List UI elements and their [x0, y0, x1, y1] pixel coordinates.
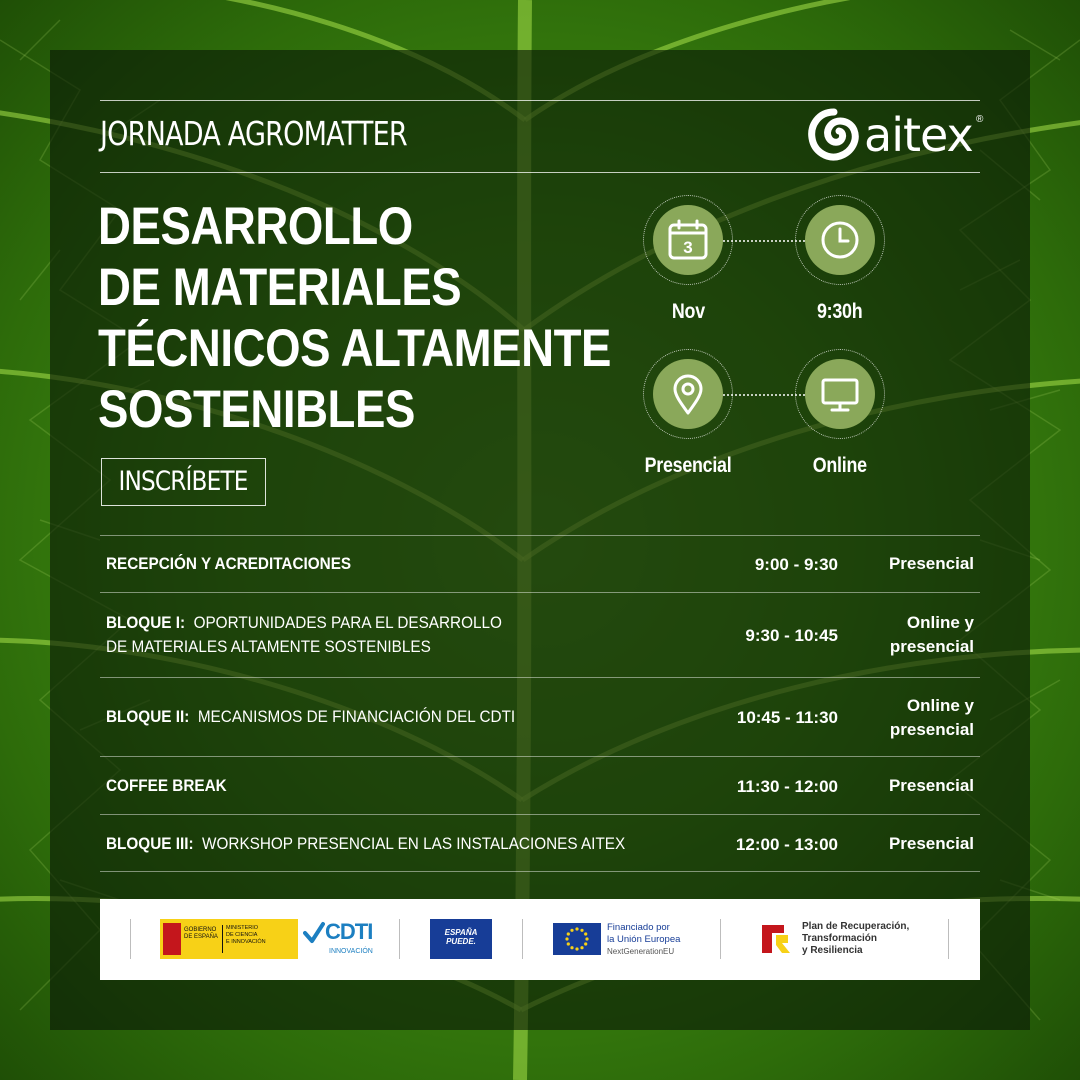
ministry-text: MINISTERIO DE CIENCIA E INNOVACIÓN [226, 925, 266, 945]
agenda-row [100, 536, 980, 592]
agenda-title: BLOQUE I: OPORTUNIDADES PARA EL DESARROLLO DE MATERIALES ALTAMENTE SOSTENIBLES [106, 613, 502, 656]
aitex-logo [806, 108, 986, 164]
title-line: SOSTENIBLES [98, 380, 415, 439]
agenda-time: 12:00 - 13:00 [735, 835, 838, 854]
mode-label: Online [812, 454, 867, 477]
agenda-row [100, 678, 980, 756]
agenda-mode: Online y presencial [889, 696, 974, 739]
agenda-title: BLOQUE III: WORKSHOP PRESENCIAL EN LAS INSTALACIONES AITEX [106, 834, 626, 853]
time-badge [805, 205, 875, 275]
calendar-icon [666, 218, 710, 262]
logo-text: aitex [864, 108, 973, 162]
government-logo [160, 919, 298, 959]
agenda-row [100, 757, 980, 814]
date-label: Nov [671, 300, 705, 323]
monitor-icon [818, 372, 862, 416]
dotted-connector [723, 394, 805, 396]
agenda-title: COFFEE BREAK [106, 776, 227, 795]
agenda-title: RECEPCIÓN Y ACREDITACIONES [106, 554, 352, 573]
footer-separator [522, 919, 523, 959]
footer-separator [948, 919, 949, 959]
clock-icon [818, 218, 862, 262]
prtr-logo-icon [758, 921, 796, 957]
espana-puede-logo [430, 919, 492, 959]
eu-text: Financiado por la Unión Europea NextGenerationEU [607, 922, 681, 956]
agenda-mode: Presencial [888, 554, 974, 573]
agenda-time: 10:45 - 11:30 [736, 708, 838, 727]
time-label: 9:30h [817, 300, 863, 323]
registered-mark: ® [976, 114, 984, 125]
espana-puede-text: ESPAÑA PUEDE. [444, 928, 478, 946]
prtr-text: Plan de Recuperación, Transformación y Resiliencia [802, 921, 910, 956]
event-label: JORNADA AGROMATTER [100, 114, 407, 153]
agenda-time: 11:30 - 12:00 [736, 777, 838, 796]
agenda-mode: Presencial [888, 834, 974, 853]
agenda-row [100, 815, 980, 871]
calendar-day: 3 [683, 238, 693, 257]
agenda-time: 9:00 - 9:30 [754, 555, 838, 574]
register-button[interactable] [101, 458, 266, 506]
footer-separator [720, 919, 721, 959]
cdti-sub: INNOVACIÓN [329, 948, 373, 955]
agenda-title: BLOQUE II: MECANISMOS DE FINANCIACIÓN DEL CDTI [106, 707, 516, 726]
page-title [98, 196, 612, 440]
eu-flag-icon [553, 923, 601, 955]
gov-text: GOBIERNO DE ESPAÑA [184, 927, 218, 940]
calendar-badge [653, 205, 723, 275]
title-line: DE MATERIALES [98, 258, 462, 317]
location-label: Presencial [644, 454, 732, 477]
title-line: DESARROLLO [98, 197, 413, 256]
agenda-time: 9:30 - 10:45 [745, 626, 838, 645]
agenda-mode: Online y presencial [889, 613, 974, 656]
footer-separator [399, 919, 400, 959]
register-button-label: INSCRÍBETE [118, 466, 248, 497]
cdti-logo [303, 919, 373, 961]
aitex-swirl-icon [806, 108, 862, 164]
agenda-row [100, 593, 980, 677]
dotted-connector [723, 240, 805, 242]
online-badge [805, 359, 875, 429]
location-pin-icon [666, 372, 710, 416]
sponsor-footer [100, 899, 980, 980]
coat-of-arms-icon [163, 923, 181, 955]
location-badge [653, 359, 723, 429]
divider [100, 100, 980, 101]
divider [100, 871, 980, 872]
cdti-check-icon [303, 921, 325, 945]
agenda-mode: Presencial [888, 776, 974, 795]
cdti-name: CDTI [325, 919, 373, 944]
footer-separator [130, 919, 131, 959]
divider [100, 172, 980, 173]
title-line: TÉCNICOS ALTAMENTE [98, 319, 612, 378]
